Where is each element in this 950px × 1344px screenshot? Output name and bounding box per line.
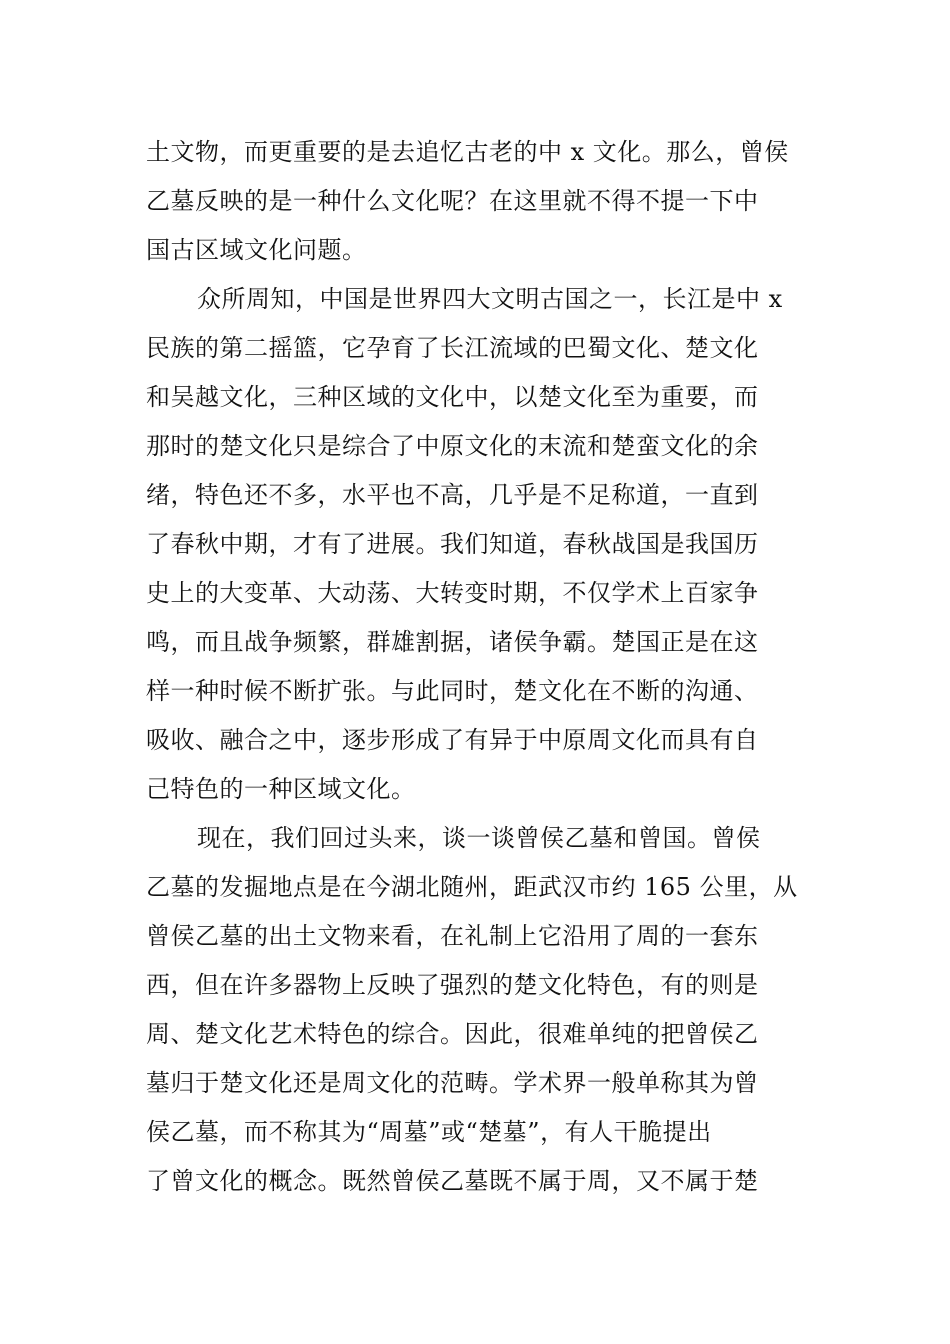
text-line: 土文物，而更重要的是去追忆古老的中 x 文化。那么，曾侯 — [146, 138, 789, 166]
text-line: 乙墓反映的是一种什么文化呢？在这里就不得不提一下中 — [146, 187, 759, 215]
text-line: 现在，我们回过头来，谈一谈曾侯乙墓和曾国。曾侯 — [197, 824, 761, 852]
text-line: 样一种时候不断扩张。与此同时，楚文化在不断的沟通、 — [146, 677, 759, 705]
paragraph-3 — [146, 814, 808, 1206]
text-line: 了春秋中期，才有了进展。我们知道，春秋战国是我国历 — [146, 530, 759, 558]
text-line: 吸收、融合之中，逐步形成了有异于中原周文化而具有自 — [146, 726, 759, 754]
text-line: 史上的大变革、大动荡、大转变时期，不仅学术上百家争 — [146, 579, 759, 607]
text-line: 和吴越文化，三种区域的文化中，以楚文化至为重要，而 — [146, 383, 759, 411]
paragraph-2 — [146, 275, 808, 814]
text-line: 鸣，而且战争频繁，群雄割据，诸侯争霸。楚国正是在这 — [146, 628, 759, 656]
text-line: 了曾文化的概念。既然曾侯乙墓既不属于周，又不属于楚 — [146, 1167, 759, 1195]
text-line: 那时的楚文化只是综合了中原文化的末流和楚蛮文化的余 — [146, 432, 759, 460]
text-line: 己特色的一种区域文化。 — [146, 775, 416, 803]
text-line: 众所周知，中国是世界四大文明古国之一，长江是中 x — [197, 285, 783, 313]
paragraph-1 — [146, 128, 808, 275]
text-line: 乙墓的发掘地点是在今湖北随州，距武汉市约 165 公里，从 — [146, 873, 798, 901]
text-line: 侯乙墓，而不称其为“周墓”或“楚墓”，有人干脆提出 — [146, 1118, 712, 1146]
document-body — [146, 128, 808, 1206]
text-line: 曾侯乙墓的出土文物来看，在礼制上它沿用了周的一套东 — [146, 922, 759, 950]
text-line: 绪，特色还不多，水平也不高，几乎是不足称道，一直到 — [146, 481, 759, 509]
text-line: 国古区域文化问题。 — [146, 236, 367, 264]
text-line: 墓归于楚文化还是周文化的范畴。学术界一般单称其为曾 — [146, 1069, 759, 1097]
text-line: 西，但在许多器物上反映了强烈的楚文化特色，有的则是 — [146, 971, 759, 999]
text-line: 民族的第二摇篮，它孕育了长江流域的巴蜀文化、楚文化 — [146, 334, 759, 362]
text-line: 周、楚文化艺术特色的综合。因此，很难单纯的把曾侯乙 — [146, 1020, 759, 1048]
